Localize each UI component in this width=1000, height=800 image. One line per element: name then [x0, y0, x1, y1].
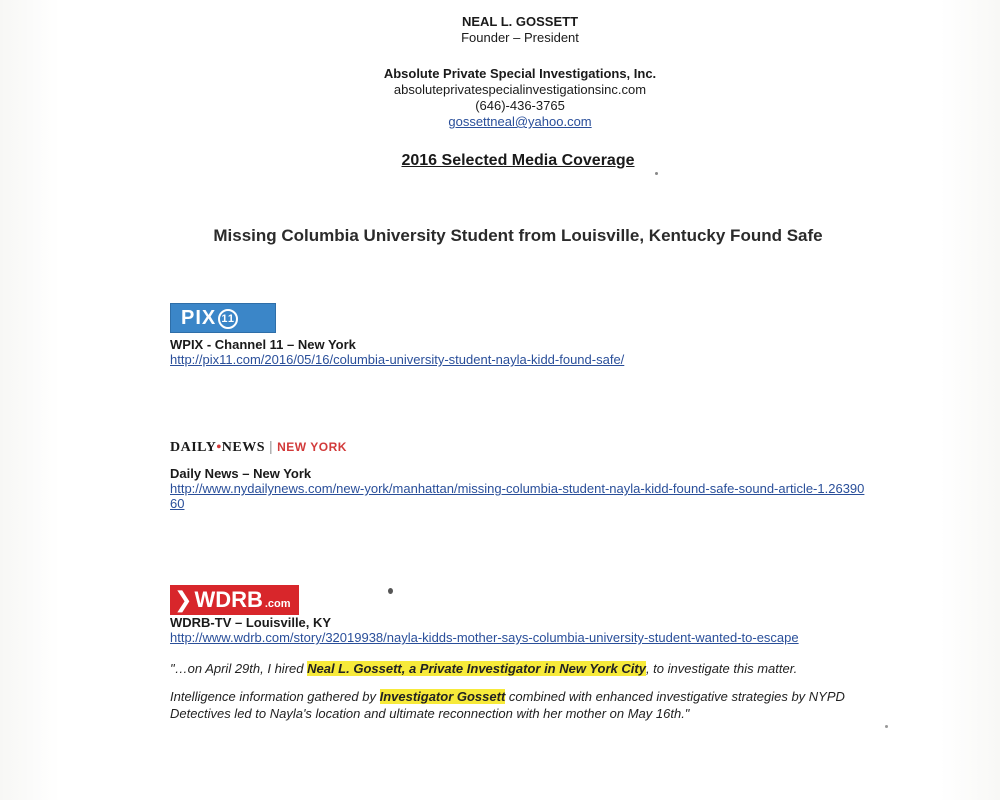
company-phone: (646)-436-3765: [475, 98, 565, 113]
dailynews-logo-daily: DAILY: [170, 440, 217, 455]
dailynews-logo-dot: •: [216, 440, 222, 455]
testimonial-quote-2: [170, 688, 850, 722]
scan-speck: [885, 725, 888, 728]
quote2-text-pre: Intelligence information gathered by: [170, 689, 380, 704]
wdrb-logo-text: WDRB: [194, 587, 263, 612]
pix11-entry: [170, 303, 870, 367]
wdrb-entry: [170, 585, 870, 645]
dailynews-entry: [170, 438, 870, 511]
dailynews-logo: [170, 438, 870, 456]
company-name: Absolute Private Special Investigations, Inc.: [383, 66, 657, 81]
founder-role: Founder – President: [461, 30, 579, 45]
quote2-text-post: combined with enhanced investigative strategies by NYPD Detectives led to Nayla's location and ultimate reconnection with her mother on May 16th.": [170, 689, 845, 721]
wdrb-outlet-name: WDRB-TV – Louisville, KY: [170, 615, 332, 630]
wdrb-logo-suffix: .com: [264, 598, 291, 610]
pix11-logo: [170, 303, 276, 333]
dailynews-logo-ny: NEW YORK: [277, 440, 347, 454]
quote1-text-pre: "…on April 29th, I hired: [170, 661, 308, 676]
dailynews-outlet-name: Daily News – New York: [170, 466, 312, 481]
pix11-outlet-name: WPIX - Channel 11 – New York: [170, 337, 356, 352]
story-headline: Missing Columbia University Student from Louisville, Kentucky Found Safe: [213, 226, 823, 245]
wdrb-article-link[interactable]: http://www.wdrb.com/story/32019938/nayla-kidds-mother-says-columbia-university-student-wanted-to-escape: [170, 630, 799, 645]
quote2-highlight: Investigator Gossett: [379, 689, 506, 704]
pix11-logo-number: 11: [218, 309, 238, 329]
pix11-logo-text: PIX: [181, 307, 217, 329]
dailynews-article-link[interactable]: http://www.nydailynews.com/new-york/manhattan/missing-columbia-student-nayla-kidd-found-safe-sound-article-1.2639060: [170, 481, 865, 511]
wdrb-logo: [170, 585, 299, 615]
quote1-highlight: Neal L. Gossett, a Private Investigator in New York City: [307, 661, 646, 676]
scan-speck: [655, 172, 658, 175]
quote1-text-post: , to investigate this matter.: [645, 661, 798, 676]
letterhead: [0, 14, 1000, 130]
chevron-right-icon: ❯: [174, 587, 193, 612]
section-title: 2016 Selected Media Coverage: [401, 152, 635, 169]
pix11-article-link[interactable]: http://pix11.com/2016/05/16/columbia-university-student-nayla-kidd-found-safe/: [170, 352, 625, 367]
founder-name: NEAL L. GOSSETT: [461, 14, 579, 29]
company-email-link[interactable]: gossettneal@yahoo.com: [448, 114, 592, 129]
testimonial-quote-1: [170, 660, 850, 677]
scan-speck: [388, 588, 393, 594]
dailynews-logo-news: NEWS: [221, 440, 265, 455]
dailynews-logo-separator: |: [268, 438, 274, 454]
company-website: absoluteprivatespecialinvestigationsinc.com: [393, 82, 647, 97]
